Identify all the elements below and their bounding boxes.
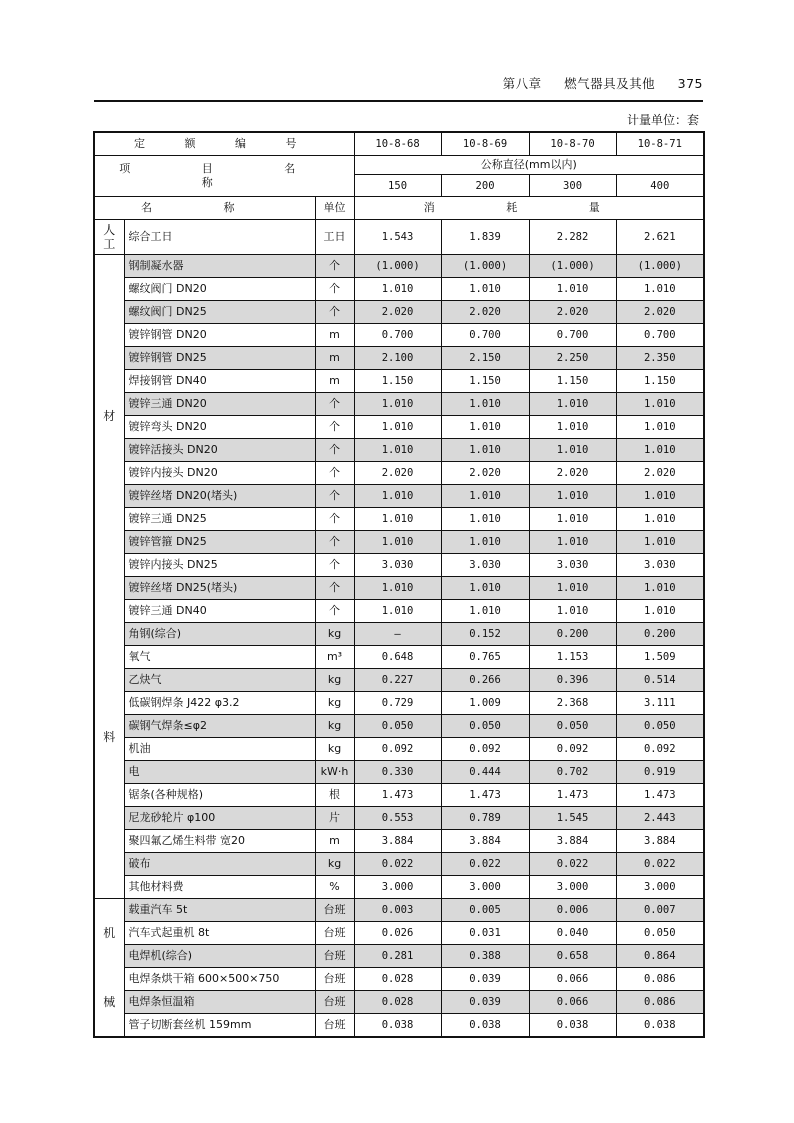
category-label: 机 (103, 926, 116, 941)
consumption-value: 0.444 (441, 761, 529, 784)
consumption-value: 2.621 (616, 220, 704, 255)
diameter-cell: 200 (441, 175, 529, 197)
table-row (94, 945, 704, 968)
consumption-value: 1.010 (529, 600, 616, 623)
consumption-value: 0.022 (616, 853, 704, 876)
item-unit: 个 (315, 531, 354, 554)
consumption-value: 1.010 (441, 485, 529, 508)
consumption-value: 2.020 (354, 301, 441, 324)
item-name: 汽车式起重机 8t (124, 922, 315, 945)
item-unit: kg (315, 715, 354, 738)
item-unit: 台班 (315, 991, 354, 1014)
consumption-value: 0.022 (529, 853, 616, 876)
consumption-value: 0.266 (441, 669, 529, 692)
item-unit: 台班 (315, 1014, 354, 1038)
item-name: 氧气 (124, 646, 315, 669)
consumption-value: 0.050 (616, 715, 704, 738)
column-header-consumption: 消 耗 量 (354, 197, 704, 220)
consumption-value: 0.050 (529, 715, 616, 738)
consumption-value: 1.010 (441, 439, 529, 462)
item-unit: 个 (315, 278, 354, 301)
consumption-value: 1.473 (529, 784, 616, 807)
consumption-value: 1.010 (616, 416, 704, 439)
consumption-value: — (354, 623, 441, 646)
consumption-value: 0.022 (441, 853, 529, 876)
consumption-value: 0.050 (441, 715, 529, 738)
consumption-value: 0.702 (529, 761, 616, 784)
item-name: 镀锌内接头 DN20 (124, 462, 315, 485)
consumption-value: 0.038 (354, 1014, 441, 1038)
consumption-value: 1.150 (354, 370, 441, 393)
item-name: 镀锌三通 DN20 (124, 393, 315, 416)
header-divider (94, 100, 703, 102)
consumption-value: 1.010 (354, 485, 441, 508)
item-name: 机油 (124, 738, 315, 761)
code-cell: 10-8-70 (529, 132, 616, 156)
consumption-value: 1.509 (616, 646, 704, 669)
category-cell (94, 899, 124, 1038)
item-name: 电焊条恒温箱 (124, 991, 315, 1014)
consumption-value: 1.010 (529, 393, 616, 416)
item-name: 碳钢气焊条≤φ2 (124, 715, 315, 738)
item-name: 综合工日 (124, 220, 315, 255)
item-unit: 个 (315, 462, 354, 485)
consumption-value: 1.839 (441, 220, 529, 255)
column-header-unit: 单位 (315, 197, 354, 220)
table-row (94, 876, 704, 899)
consumption-value: 0.040 (529, 922, 616, 945)
table-row (94, 991, 704, 1014)
item-name: 锯条(各种规格) (124, 784, 315, 807)
consumption-value: 1.010 (616, 531, 704, 554)
item-unit: kg (315, 738, 354, 761)
consumption-value: 0.039 (441, 968, 529, 991)
consumption-value: 3.000 (529, 876, 616, 899)
consumption-value: 1.150 (616, 370, 704, 393)
consumption-value: 3.000 (441, 876, 529, 899)
consumption-value: 0.553 (354, 807, 441, 830)
diameter-label: 公称直径(mm以内) (354, 156, 704, 175)
consumption-value: 1.010 (616, 600, 704, 623)
item-name: 镀锌三通 DN25 (124, 508, 315, 531)
item-unit: 个 (315, 255, 354, 278)
item-name: 镀锌丝堵 DN25(堵头) (124, 577, 315, 600)
consumption-value: 1.150 (441, 370, 529, 393)
table-row (94, 922, 704, 945)
consumption-value: 2.350 (616, 347, 704, 370)
consumption-value: 1.010 (616, 439, 704, 462)
consumption-value: (1.000) (441, 255, 529, 278)
consumption-value: 0.789 (441, 807, 529, 830)
item-name: 螺纹阀门 DN25 (124, 301, 315, 324)
item-unit: 个 (315, 554, 354, 577)
consumption-value: 1.153 (529, 646, 616, 669)
item-unit: 个 (315, 301, 354, 324)
item-name: 镀锌钢管 DN25 (124, 347, 315, 370)
consumption-value: 2.020 (616, 301, 704, 324)
consumption-value: 1.010 (354, 577, 441, 600)
consumption-value: 0.066 (529, 991, 616, 1014)
item-name: 载重汽车 5t (124, 899, 315, 922)
quota-table (93, 131, 705, 1038)
table-row (94, 830, 704, 853)
consumption-value: 0.729 (354, 692, 441, 715)
page-header (503, 74, 703, 92)
consumption-value: 0.700 (354, 324, 441, 347)
diameter-cell: 400 (616, 175, 704, 197)
item-unit: 个 (315, 393, 354, 416)
table-row (94, 220, 704, 255)
consumption-value: 0.152 (441, 623, 529, 646)
item-unit: 片 (315, 807, 354, 830)
item-name: 破布 (124, 853, 315, 876)
consumption-value: 1.543 (354, 220, 441, 255)
item-unit: m (315, 324, 354, 347)
table-row (94, 393, 704, 416)
item-name: 尼龙砂轮片 φ100 (124, 807, 315, 830)
consumption-value: 0.038 (616, 1014, 704, 1038)
consumption-value: 0.038 (441, 1014, 529, 1038)
table-row (94, 531, 704, 554)
consumption-value: 1.010 (529, 439, 616, 462)
consumption-value: 2.443 (616, 807, 704, 830)
item-name: 镀锌管箍 DN25 (124, 531, 315, 554)
consumption-value: 1.010 (441, 278, 529, 301)
item-name: 螺纹阀门 DN20 (124, 278, 315, 301)
item-unit: m³ (315, 646, 354, 669)
table-row (94, 715, 704, 738)
table-row (94, 255, 704, 278)
consumption-value: 3.884 (616, 830, 704, 853)
consumption-value: 1.010 (616, 278, 704, 301)
table-row (94, 646, 704, 669)
consumption-value: 0.281 (354, 945, 441, 968)
table-row (94, 761, 704, 784)
consumption-value: 1.010 (616, 393, 704, 416)
consumption-value: 2.020 (529, 462, 616, 485)
code-cell: 10-8-69 (441, 132, 529, 156)
table-row (94, 1014, 704, 1038)
item-unit: 台班 (315, 922, 354, 945)
consumption-value: 1.010 (441, 508, 529, 531)
consumption-value: 0.086 (616, 991, 704, 1014)
consumption-value: 1.010 (354, 600, 441, 623)
item-unit: 个 (315, 416, 354, 439)
item-unit: 工日 (315, 220, 354, 255)
consumption-value: 1.010 (354, 439, 441, 462)
consumption-value: 3.030 (441, 554, 529, 577)
consumption-value: 2.282 (529, 220, 616, 255)
column-header-name: 名 称 (94, 197, 315, 220)
item-unit: 根 (315, 784, 354, 807)
table-row (94, 370, 704, 393)
item-name: 低碳钢焊条 J422 φ3.2 (124, 692, 315, 715)
consumption-value: 0.050 (354, 715, 441, 738)
item-name: 镀锌丝堵 DN20(堵头) (124, 485, 315, 508)
consumption-value: 1.010 (529, 577, 616, 600)
item-unit: kg (315, 692, 354, 715)
table-row (94, 416, 704, 439)
unit-note: 计量单位：套 (626, 113, 699, 127)
item-name: 镀锌内接头 DN25 (124, 554, 315, 577)
consumption-value: 0.700 (529, 324, 616, 347)
consumption-value: 0.700 (441, 324, 529, 347)
consumption-value: 1.010 (441, 416, 529, 439)
item-name: 乙炔气 (124, 669, 315, 692)
table-row (94, 899, 704, 922)
consumption-value: 2.020 (441, 301, 529, 324)
consumption-value: 0.050 (616, 922, 704, 945)
consumption-value: 0.086 (616, 968, 704, 991)
consumption-value: 1.473 (616, 784, 704, 807)
consumption-value: 3.884 (354, 830, 441, 853)
consumption-value: 0.038 (529, 1014, 616, 1038)
item-unit: kg (315, 623, 354, 646)
consumption-value: 1.010 (616, 508, 704, 531)
consumption-value: 1.010 (354, 393, 441, 416)
consumption-value: 0.330 (354, 761, 441, 784)
consumption-value: 2.020 (616, 462, 704, 485)
consumption-value: 0.648 (354, 646, 441, 669)
consumption-value: 1.010 (616, 485, 704, 508)
item-name-label: 项 目 名 称 (94, 156, 354, 197)
table-row (94, 439, 704, 462)
table-row (94, 324, 704, 347)
table-row (94, 600, 704, 623)
consumption-value: 0.092 (529, 738, 616, 761)
table-row (94, 301, 704, 324)
consumption-value: 1.010 (441, 600, 529, 623)
item-unit: 个 (315, 485, 354, 508)
item-unit: 个 (315, 600, 354, 623)
item-unit: kW·h (315, 761, 354, 784)
item-unit: 台班 (315, 899, 354, 922)
item-unit: % (315, 876, 354, 899)
chapter-label: 第八章 (502, 76, 542, 91)
consumption-value: 1.010 (354, 508, 441, 531)
category-label: 械 (103, 995, 116, 1010)
consumption-value: 0.388 (441, 945, 529, 968)
item-name: 聚四氟乙烯生料带 宽20 (124, 830, 315, 853)
consumption-value: 3.884 (441, 830, 529, 853)
item-unit: 台班 (315, 968, 354, 991)
table-row (94, 278, 704, 301)
consumption-value: 1.010 (529, 278, 616, 301)
consumption-value: 0.227 (354, 669, 441, 692)
item-unit: 个 (315, 577, 354, 600)
item-unit: 个 (315, 508, 354, 531)
consumption-value: 1.010 (441, 577, 529, 600)
item-unit: m (315, 347, 354, 370)
consumption-value: 2.150 (441, 347, 529, 370)
consumption-value: 0.031 (441, 922, 529, 945)
consumption-value: (1.000) (616, 255, 704, 278)
consumption-value: 2.020 (354, 462, 441, 485)
category-label: 人工 (103, 223, 116, 251)
consumption-value: 1.010 (529, 531, 616, 554)
item-name: 管子切断套丝机 159mm (124, 1014, 315, 1038)
table-row (94, 508, 704, 531)
table-row (94, 623, 704, 646)
item-unit: m (315, 370, 354, 393)
consumption-value: 0.919 (616, 761, 704, 784)
consumption-value: 0.007 (616, 899, 704, 922)
consumption-value: 0.005 (441, 899, 529, 922)
consumption-value: 1.545 (529, 807, 616, 830)
item-unit: 个 (315, 439, 354, 462)
consumption-value: 3.884 (529, 830, 616, 853)
item-name: 电 (124, 761, 315, 784)
item-unit: kg (315, 853, 354, 876)
diameter-cell: 300 (529, 175, 616, 197)
code-cell: 10-8-68 (354, 132, 441, 156)
consumption-value: 0.006 (529, 899, 616, 922)
consumption-value: 0.396 (529, 669, 616, 692)
item-name: 镀锌活接头 DN20 (124, 439, 315, 462)
item-name: 焊接钢管 DN40 (124, 370, 315, 393)
consumption-value: 2.250 (529, 347, 616, 370)
table-row (94, 968, 704, 991)
code-label: 定 额 编 号 (94, 132, 354, 156)
consumption-value: (1.000) (354, 255, 441, 278)
item-name: 电焊条烘干箱 600×500×750 (124, 968, 315, 991)
consumption-value: 0.514 (616, 669, 704, 692)
item-name: 钢制凝水器 (124, 255, 315, 278)
consumption-value: 0.003 (354, 899, 441, 922)
table-row (94, 347, 704, 370)
table-row (94, 807, 704, 830)
item-name: 镀锌三通 DN40 (124, 600, 315, 623)
category-cell (94, 255, 124, 899)
consumption-value: 0.066 (529, 968, 616, 991)
item-unit: m (315, 830, 354, 853)
table-row (94, 853, 704, 876)
category-label: 材 (103, 409, 116, 424)
table-row (94, 577, 704, 600)
consumption-value: 1.009 (441, 692, 529, 715)
consumption-value: 1.473 (441, 784, 529, 807)
item-name: 电焊机(综合) (124, 945, 315, 968)
table-row (94, 738, 704, 761)
consumption-value: 2.020 (529, 301, 616, 324)
consumption-value: 1.010 (441, 531, 529, 554)
consumption-value: 0.092 (441, 738, 529, 761)
consumption-value: 3.030 (616, 554, 704, 577)
item-name: 其他材料费 (124, 876, 315, 899)
consumption-value: 1.010 (441, 393, 529, 416)
consumption-value: 3.000 (616, 876, 704, 899)
table-row (94, 784, 704, 807)
consumption-value: 0.658 (529, 945, 616, 968)
consumption-value: 2.100 (354, 347, 441, 370)
consumption-value: 1.010 (616, 577, 704, 600)
consumption-value: 1.473 (354, 784, 441, 807)
consumption-value: 3.030 (354, 554, 441, 577)
diameter-cell: 150 (354, 175, 441, 197)
item-name: 镀锌弯头 DN20 (124, 416, 315, 439)
consumption-value: 1.010 (529, 485, 616, 508)
consumption-value: 0.864 (616, 945, 704, 968)
consumption-value: 0.092 (616, 738, 704, 761)
consumption-value: 3.030 (529, 554, 616, 577)
consumption-value: 2.020 (441, 462, 529, 485)
consumption-value: 0.200 (616, 623, 704, 646)
item-name: 镀锌钢管 DN20 (124, 324, 315, 347)
consumption-value: 1.010 (529, 416, 616, 439)
page-number: 375 (677, 76, 703, 91)
section-title: 燃气器具及其他 (564, 76, 656, 91)
consumption-value: 1.010 (354, 531, 441, 554)
consumption-value: 1.010 (354, 416, 441, 439)
consumption-value: 0.028 (354, 968, 441, 991)
category-label: 料 (103, 729, 116, 744)
consumption-value: 3.000 (354, 876, 441, 899)
item-unit: 台班 (315, 945, 354, 968)
consumption-value: 0.022 (354, 853, 441, 876)
consumption-value: 0.028 (354, 991, 441, 1014)
consumption-value: 1.010 (354, 278, 441, 301)
table-row (94, 669, 704, 692)
consumption-value: 1.010 (529, 508, 616, 531)
item-unit: kg (315, 669, 354, 692)
table-row (94, 485, 704, 508)
consumption-value: 0.765 (441, 646, 529, 669)
category-cell (94, 220, 124, 255)
table-row (94, 554, 704, 577)
consumption-value: 0.700 (616, 324, 704, 347)
item-name: 角钢(综合) (124, 623, 315, 646)
table-row (94, 692, 704, 715)
consumption-value: 3.111 (616, 692, 704, 715)
code-cell: 10-8-71 (616, 132, 704, 156)
consumption-value: 1.150 (529, 370, 616, 393)
consumption-value: 0.200 (529, 623, 616, 646)
consumption-value: 0.092 (354, 738, 441, 761)
table-row (94, 462, 704, 485)
consumption-value: 2.368 (529, 692, 616, 715)
consumption-value: 0.026 (354, 922, 441, 945)
consumption-value: (1.000) (529, 255, 616, 278)
consumption-value: 0.039 (441, 991, 529, 1014)
